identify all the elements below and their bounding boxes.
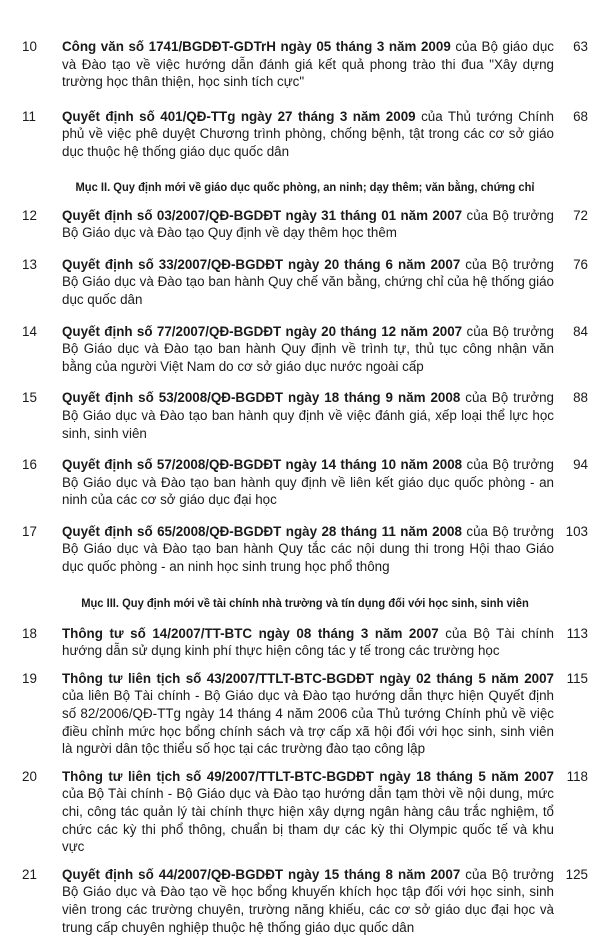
entry-title: Quyết định số 57/2008/QĐ-BGDĐT ngày 14 tháng 10 năm 2008 — [62, 457, 463, 473]
entry-description: của Bộ trưởng Bộ Giáo dục và Đào tạo ban hành Quy tắc các nội dung thi trong Hội thao Giáo dục quốc phòng - an ninh học sinh trung học phổ thông — [62, 523, 554, 575]
toc-entry-19 — [22, 670, 588, 758]
entry-page-number: 115 — [566, 670, 588, 686]
entry-page-number: 103 — [565, 523, 588, 539]
entry-page-number: 125 — [565, 866, 588, 882]
entry-title: Thông tư số 14/2007/TT-BTC ngày 08 tháng 3 năm 2007 — [62, 625, 439, 641]
entry-title: Quyết định số 77/2007/QĐ-BGDĐT ngày 20 tháng 12 năm 2007 — [62, 323, 463, 339]
entry-number: 13 — [22, 256, 37, 272]
entry-title: Quyết định số 33/2007/QĐ-BGDĐT ngày 20 tháng 6 năm 2007 — [62, 256, 461, 272]
entry-page-number: 68 — [573, 108, 588, 124]
entry-number: 17 — [22, 523, 37, 539]
entry-text — [62, 625, 554, 660]
entry-title: Thông tư liên tịch số 49/2007/TTLT-BTC-BGDĐT ngày 18 tháng 5 năm 2007 — [62, 768, 554, 784]
toc-entry-11 — [22, 108, 588, 161]
entry-text — [62, 670, 554, 758]
entry-description: của Bộ trưởng Bộ Giáo dục và Đào tạo ban hành quy định về việc đánh giá, xếp loại thể lực học sinh, sinh viên — [62, 390, 554, 441]
entry-title: Quyết định số 44/2007/QĐ-BGDĐT ngày 15 tháng 8 năm 2007 — [62, 866, 461, 882]
toc-entry-16 — [22, 456, 588, 509]
entry-description: của Thủ tướng Chính phủ về việc phê duyệt Chương trình phòng, chống bệnh, tật trong các cơ sở giáo dục thuộc hệ thống giáo dục quốc dân — [62, 108, 554, 159]
toc-entry-21 — [22, 866, 588, 936]
entry-number: 16 — [22, 457, 37, 473]
toc-entry-17 — [22, 523, 588, 576]
entry-text — [62, 38, 554, 91]
entry-text — [62, 323, 554, 376]
entry-page-number: 84 — [573, 323, 588, 339]
entry-description: của Bộ Tài chính - Bộ Giáo dục và Đào tạo hướng dẫn tạm thời về nội dung, mức chi, công tác quản lý tài chính thực hiện xây dựng ngân hàng câu trắc nghiệm, tổ chức các kỳ thi phổ thông, chuẩn bị tham dự các kỳ thi Olympic quốc tế và khu vực — [62, 786, 554, 855]
entry-number: 15 — [22, 390, 37, 406]
entry-text — [62, 207, 554, 242]
toc-entry-13 — [22, 256, 588, 309]
toc-entry-20 — [22, 768, 588, 856]
entry-page-number: 63 — [573, 39, 588, 54]
section-heading-muc-iii: Mục III. Quy định mới về tài chính nhà trường và tín dụng đối với học sinh, sinh viên — [81, 595, 529, 610]
entry-description: của Bộ trưởng Bộ Giáo dục và Đào tạo ban hành quy định về liên kết giáo dục quốc phòng - an ninh của các cơ sở giáo dục đại học — [62, 457, 554, 508]
entry-page-number: 118 — [566, 768, 588, 784]
entry-page-number: 94 — [573, 457, 588, 473]
toc-entry-10 — [22, 38, 588, 91]
entry-number: 20 — [22, 768, 37, 784]
entry-page-number: 113 — [566, 625, 588, 641]
section-heading-muc-ii: Mục II. Quy định mới về giáo dục quốc phòng, an ninh; dạy thêm; văn bằng, chứng chỉ — [75, 179, 535, 194]
entry-number: 18 — [22, 625, 37, 641]
entry-title: Quyết định số 03/2007/QĐ-BGDĐT ngày 31 tháng 01 năm 2007 — [62, 207, 463, 223]
entry-number: 12 — [22, 207, 37, 223]
entry-title: Công văn số 1741/BGDĐT-GDTrH ngày 05 tháng 3 năm 2009 — [62, 39, 451, 54]
entry-title: Thông tư liên tịch số 43/2007/TTLT-BTC-BGDĐT ngày 02 tháng 5 năm 2007 — [62, 670, 554, 686]
entry-description: của Bộ Tài chính hướng dẫn sử dụng kinh phí thực hiện công tác y tế trong các trường học — [62, 625, 555, 659]
entry-text — [62, 456, 554, 509]
entry-text — [62, 108, 554, 161]
entry-page-number: 88 — [573, 390, 588, 406]
entry-description: của Bộ trưởng Bộ Giáo dục và Đào tạo Quy định về dạy thêm học thêm — [62, 207, 554, 241]
entry-text — [62, 866, 554, 936]
entry-number: 21 — [22, 866, 37, 882]
toc-entry-12 — [22, 207, 588, 242]
entry-number: 10 — [22, 39, 37, 54]
entry-text — [62, 389, 554, 442]
entry-number: 14 — [22, 323, 37, 339]
entry-title: Quyết định số 65/2008/QĐ-BGDĐT ngày 28 tháng 11 năm 2008 — [62, 523, 462, 539]
entry-page-number: 72 — [573, 207, 588, 223]
entry-text — [62, 256, 554, 309]
entry-description: của liên Bộ Tài chính - Bộ Giáo dục và Đào tạo hướng dẫn thực hiện Quyết định số 82/2006/QĐ-TTg ngày 14 tháng 4 năm 2006 của Thủ tướng Chính phủ về việc điều chỉnh mức học bổng chính sách và trợ cấp xã hội đối với học sinh, sinh viên là người dân tộc thiểu số học tại các trường đào tạo công lập — [62, 688, 554, 757]
entry-title: Quyết định số 53/2008/QĐ-BGDĐT ngày 18 tháng 9 năm 2008 — [62, 390, 461, 406]
entry-page-number: 76 — [573, 256, 588, 272]
entry-description: của Bộ trưởng Bộ Giáo dục và Đào tạo ban hành Quy định về trình tự, thủ tục công nhận văn bằng của người Việt Nam do cơ sở giáo dục nước ngoài cấp — [62, 323, 554, 374]
entry-description: của Bộ trưởng Bộ Giáo dục và Đào tạo về học bổng khuyến khích học tập đối với học sinh, sinh viên trong các trường chuyên, trường năng khiếu, các cơ sở giáo dục đại học và trung cấp chuyên nghiệp thuộc hệ thống giáo dục quốc dân — [62, 866, 554, 935]
entry-text — [62, 768, 554, 856]
entry-description: của Bộ trưởng Bộ Giáo dục và Đào tạo ban hành Quy chế văn bằng, chứng chỉ của hệ thống giáo dục quốc dân — [62, 256, 554, 307]
entry-text — [62, 523, 554, 576]
entry-description: của Bộ giáo dục và Đào tạo về việc hướng dẫn đánh giá kết quả phong trào thi đua "Xây dựng trường học thân thiện, học sinh tích cực" — [62, 39, 554, 90]
toc-entry-15 — [22, 389, 588, 442]
toc-entry-14 — [22, 323, 588, 376]
entry-title: Quyết định số 401/QĐ-TTg ngày 27 tháng 3 năm 2009 — [62, 108, 416, 124]
entry-number: 19 — [22, 670, 37, 686]
entry-number: 11 — [22, 108, 36, 124]
toc-entry-18 — [22, 625, 588, 660]
